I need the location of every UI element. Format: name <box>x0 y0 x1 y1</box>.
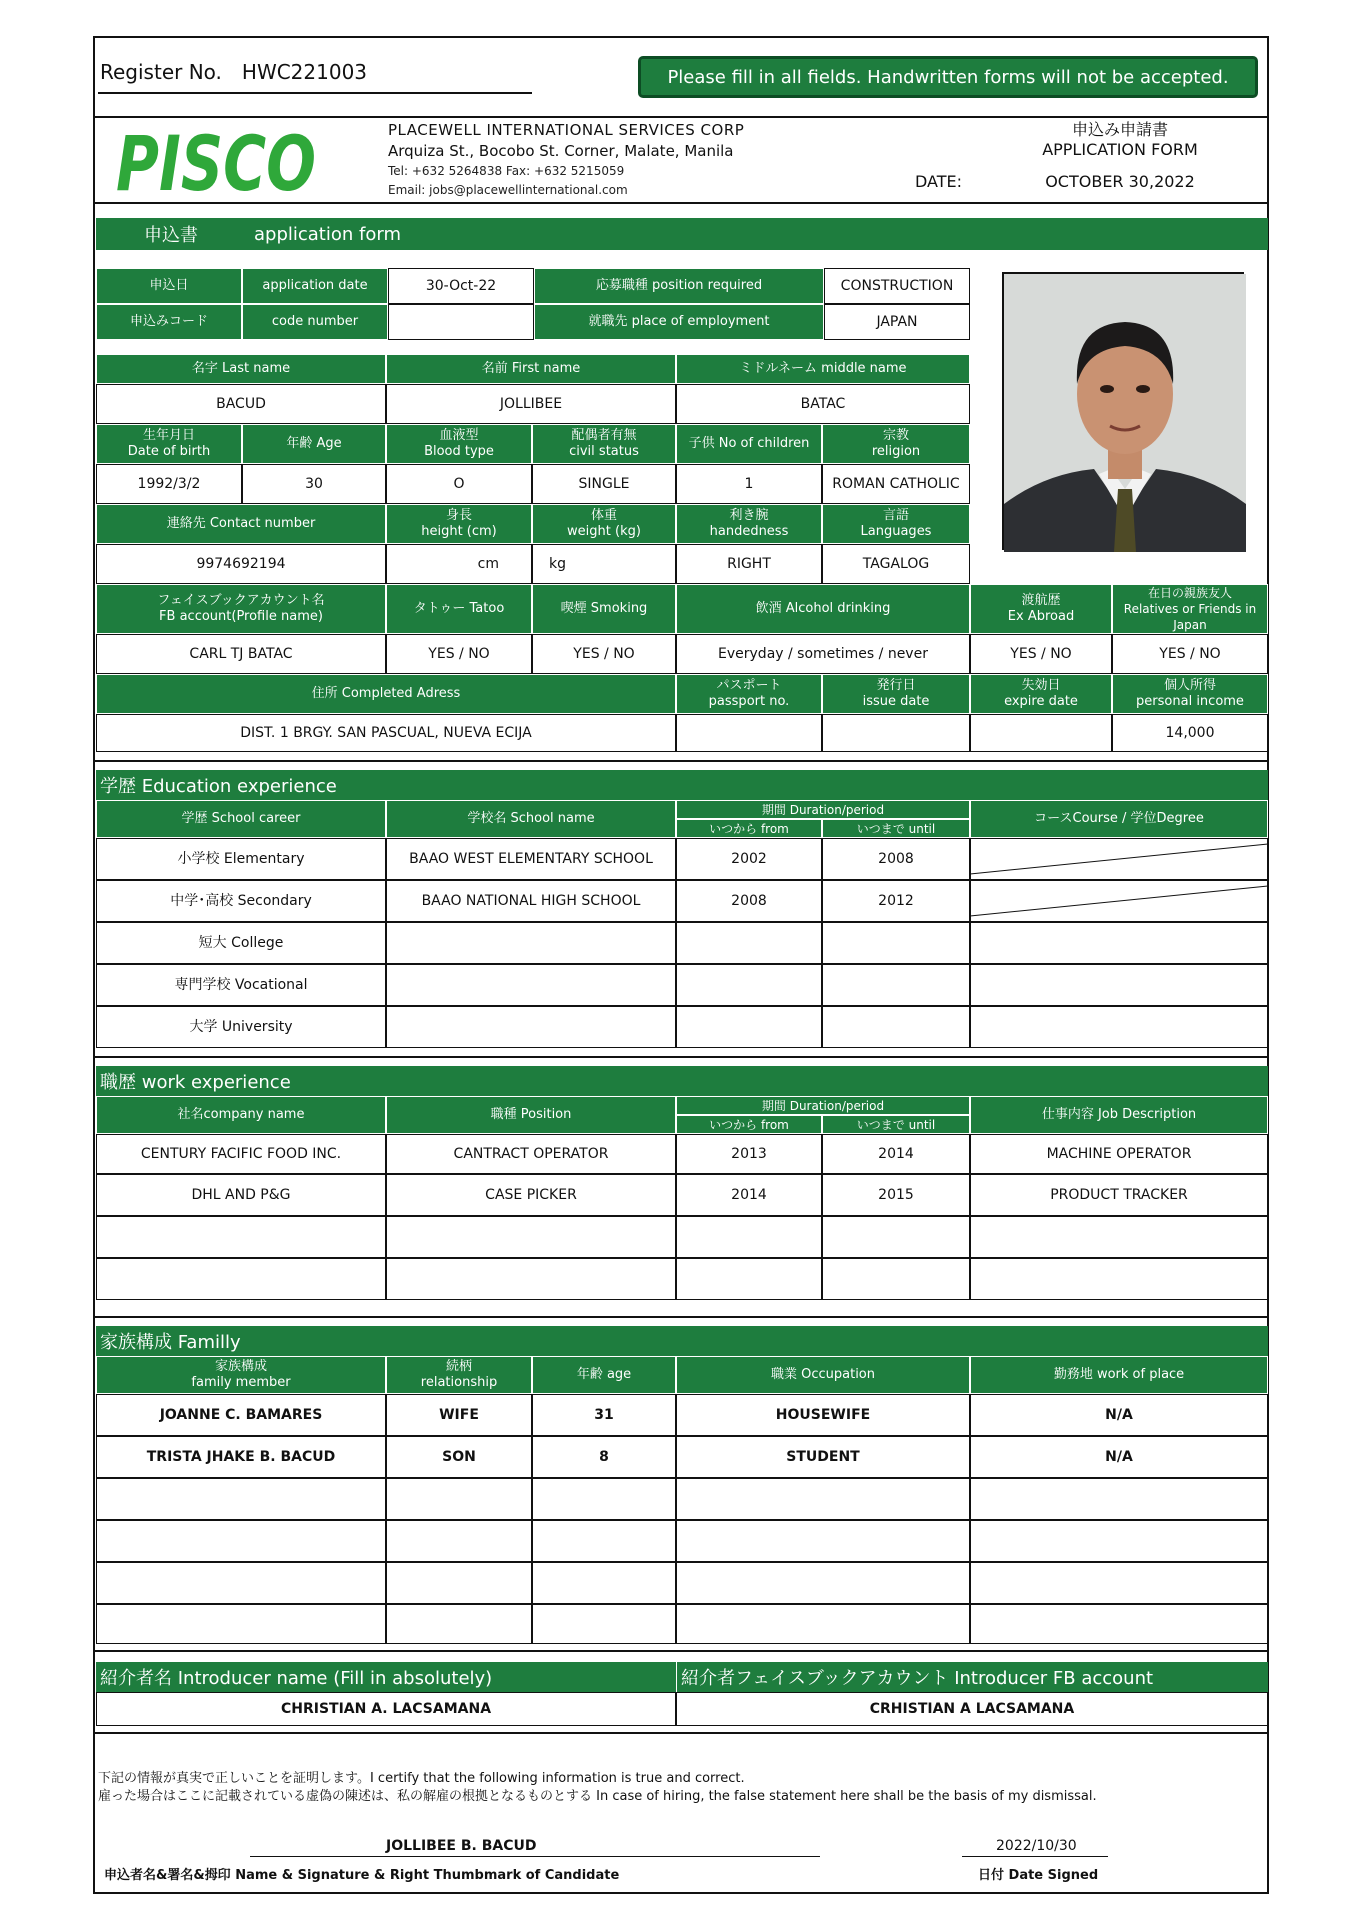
blood-value: O <box>386 464 532 504</box>
work-from-cell: 2013 <box>676 1134 822 1174</box>
family-occupation-cell <box>676 1562 970 1604</box>
relatives-value: YES / NO <box>1112 634 1268 674</box>
family-age-cell <box>532 1562 676 1604</box>
weight-value: kg <box>532 544 676 584</box>
family-member-cell: JOANNE C. BAMARES <box>96 1394 386 1436</box>
family-relationship-cell: WIFE <box>386 1394 532 1436</box>
family-relationship-cell <box>386 1520 532 1562</box>
work-company-cell <box>96 1258 386 1300</box>
issue-date-label: 発行日 issue date <box>822 674 970 714</box>
edu-until-cell: 2012 <box>822 880 970 922</box>
introducer-name-value: CHRISTIAN A. LACSAMANA <box>96 1692 676 1726</box>
height-label: 身長 height (cm) <box>386 504 532 544</box>
address-value: DIST. 1 BRGY. SAN PASCUAL, NUEVA ECIJA <box>96 714 676 752</box>
divider <box>93 1650 1269 1652</box>
edu-course-cell <box>970 964 1268 1006</box>
form-title-en: APPLICATION FORM <box>1042 140 1198 159</box>
work-job-cell <box>970 1258 1268 1300</box>
work-position-cell: CASE PICKER <box>386 1174 676 1216</box>
contact-label: 連絡先 Contact number <box>96 504 386 544</box>
work-until-cell <box>822 1258 970 1300</box>
family-relationship-cell <box>386 1562 532 1604</box>
dob-value: 1992/3/2 <box>96 464 242 504</box>
family-occupation-cell <box>676 1604 970 1644</box>
income-label: 個人所得 personal income <box>1112 674 1268 714</box>
edu-school-header: 学校名 School name <box>386 800 676 838</box>
svg-text:PISCO: PISCO <box>116 119 316 208</box>
date-signed-value: 2022/10/30 <box>996 1838 1077 1854</box>
alcohol-value: Everyday / sometimes / never <box>676 634 970 674</box>
date-label: DATE: <box>915 172 963 191</box>
certify-line-1: 下記の情報が真実で正しいことを証明します。I certify that the following information is true and correct. <box>98 1771 745 1786</box>
strike-line <box>970 880 1268 922</box>
notice-banner: Please fill in all fields. Handwritten forms will not be accepted. <box>638 56 1258 98</box>
divider <box>93 1316 1269 1318</box>
family-member-cell <box>96 1604 386 1644</box>
passport-label: パスポート passport no. <box>676 674 822 714</box>
edu-duration-header: 期間 Duration/period <box>676 800 970 819</box>
date-signed-label: 日付 Date Signed <box>978 1868 1099 1883</box>
edu-course-cell <box>970 1006 1268 1048</box>
edu-from-cell <box>676 1006 822 1048</box>
passport-value <box>676 714 822 752</box>
family-member-cell: TRISTA JHAKE B. BACUD <box>96 1436 386 1478</box>
education-header: 学歴 Education experience <box>96 770 1268 800</box>
age-value: 30 <box>242 464 386 504</box>
edu-from-cell: 2002 <box>676 838 822 880</box>
contact-value: 9974692194 <box>96 544 386 584</box>
place-label: 就職先 place of employment <box>534 304 824 340</box>
last-name-label: 名字 Last name <box>96 354 386 384</box>
age-label: 年齢 Age <box>242 424 386 464</box>
company-logo <box>114 118 320 208</box>
smoking-value: YES / NO <box>532 634 676 674</box>
weight-label: 体重 weight (kg) <box>532 504 676 544</box>
family-workplace-cell <box>970 1604 1268 1644</box>
edu-career-cell: 大学 University <box>96 1006 386 1048</box>
languages-value: TAGALOG <box>822 544 970 584</box>
edu-school-cell <box>386 922 676 964</box>
family-workplace-cell <box>970 1520 1268 1562</box>
family-member-header: 家族構成 family member <box>96 1356 386 1394</box>
company-info <box>388 120 744 200</box>
section-application-en: application form <box>254 223 401 245</box>
edu-until-cell <box>822 922 970 964</box>
work-header: 職歴 work experience <box>96 1066 1268 1096</box>
family-workplace-cell: N/A <box>970 1436 1268 1478</box>
register-underline <box>98 92 532 94</box>
code-en-label: code number <box>242 304 388 340</box>
family-member-cell <box>96 1520 386 1562</box>
signature-line <box>250 1856 820 1857</box>
section-application-jp: 申込書 <box>144 225 198 246</box>
family-age-header: 年齢 age <box>532 1356 676 1394</box>
edu-from-cell <box>676 922 822 964</box>
work-until-cell: 2014 <box>822 1134 970 1174</box>
family-occupation-cell: HOUSEWIFE <box>676 1394 970 1436</box>
last-name-value: BACUD <box>96 384 386 424</box>
edu-from-header: いつから from <box>676 819 822 838</box>
edu-school-cell <box>386 964 676 1006</box>
first-name-label: 名前 First name <box>386 354 676 384</box>
edu-from-cell: 2008 <box>676 880 822 922</box>
first-name-value: JOLLIBEE <box>386 384 676 424</box>
work-company-cell <box>96 1216 386 1258</box>
expire-date-value <box>970 714 1112 752</box>
edu-until-cell <box>822 1006 970 1048</box>
middle-name-value: BATAC <box>676 384 970 424</box>
form-title-jp: 申込み申請書 <box>1071 120 1168 139</box>
work-from-cell <box>676 1258 822 1300</box>
code-value <box>388 304 534 340</box>
edu-course-cell <box>970 838 1268 880</box>
work-job-cell: MACHINE OPERATOR <box>970 1134 1268 1174</box>
date-line <box>962 1856 1108 1857</box>
family-workplace-header: 勤務地 work of place <box>970 1356 1268 1394</box>
divider <box>93 202 1269 204</box>
family-age-cell: 31 <box>532 1394 676 1436</box>
edu-school-cell <box>386 1006 676 1048</box>
candidate-name: JOLLIBEE B. BACUD <box>386 1838 537 1854</box>
certification-text <box>98 1770 1097 1806</box>
religion-value: ROMAN CATHOLIC <box>822 464 970 504</box>
civil-label: 配偶者有無 civil status <box>532 424 676 464</box>
code-jp-label: 申込みコード <box>96 304 242 340</box>
edu-until-cell <box>822 964 970 1006</box>
family-relationship-cell: SON <box>386 1436 532 1478</box>
app-date-value: 30-Oct-22 <box>388 268 534 304</box>
company-address: Arquiza St., Bocobo St. Corner, Malate, Manila <box>388 142 734 160</box>
family-occupation-header: 職業 Occupation <box>676 1356 970 1394</box>
children-label: 子供 No of children <box>676 424 822 464</box>
edu-career-cell: 短大 College <box>96 922 386 964</box>
register-value: HWC221003 <box>241 60 368 84</box>
abroad-value: YES / NO <box>970 634 1112 674</box>
edu-career-header: 学歴 School career <box>96 800 386 838</box>
fb-account-value: CARL TJ BATAC <box>96 634 386 674</box>
applicant-photo <box>1002 272 1244 550</box>
income-value: 14,000 <box>1112 714 1268 752</box>
family-relationship-header: 続柄 relationship <box>386 1356 532 1394</box>
work-job-header: 仕事内容 Job Description <box>970 1096 1268 1134</box>
relatives-label: 在日の親族友人 Relatives or Friends in Japan <box>1112 584 1268 634</box>
family-age-cell: 8 <box>532 1436 676 1478</box>
edu-school-cell: BAAO WEST ELEMENTARY SCHOOL <box>386 838 676 880</box>
alcohol-label: 飲酒 Alcohol drinking <box>676 584 970 634</box>
edu-course-cell <box>970 922 1268 964</box>
edu-until-header: いつまで until <box>822 819 970 838</box>
family-header: 家族構成 Familly <box>96 1326 1268 1356</box>
work-until-cell <box>822 1216 970 1258</box>
expire-date-label: 失効日 expire date <box>970 674 1112 714</box>
position-value: CONSTRUCTION <box>824 268 970 304</box>
edu-from-cell <box>676 964 822 1006</box>
address-label: 住所 Completed Adress <box>96 674 676 714</box>
position-label: 応募職種 position required <box>534 268 824 304</box>
work-position-cell <box>386 1216 676 1258</box>
form-title <box>1020 120 1220 160</box>
family-relationship-cell <box>386 1478 532 1520</box>
work-duration-header: 期間 Duration/period <box>676 1096 970 1115</box>
family-age-cell <box>532 1478 676 1520</box>
blood-label: 血液型 Blood type <box>386 424 532 464</box>
divider <box>93 760 1269 762</box>
handedness-label: 利き腕 handedness <box>676 504 822 544</box>
divider <box>93 1732 1269 1734</box>
work-position-header: 職種 Position <box>386 1096 676 1134</box>
edu-course-header: コースCourse / 学位Degree <box>970 800 1268 838</box>
work-job-cell <box>970 1216 1268 1258</box>
app-date-en-label: application date <box>242 268 388 304</box>
edu-school-cell: BAAO NATIONAL HIGH SCHOOL <box>386 880 676 922</box>
edu-course-cell <box>970 880 1268 922</box>
civil-value: SINGLE <box>532 464 676 504</box>
religion-label: 宗教 religion <box>822 424 970 464</box>
work-position-cell <box>386 1258 676 1300</box>
work-position-cell: CANTRACT OPERATOR <box>386 1134 676 1174</box>
work-until-header: いつまで until <box>822 1115 970 1134</box>
introducer-fb-header: 紹介者フェイスブックアカウント Introducer FB account <box>677 1662 1268 1692</box>
register-label: Register No. <box>100 60 222 84</box>
languages-label: 言語 Languages <box>822 504 970 544</box>
abroad-label: 渡航歴 Ex Abroad <box>970 584 1112 634</box>
issue-date-value <box>822 714 970 752</box>
tatoo-label: タトゥー Tatoo <box>386 584 532 634</box>
work-company-cell: CENTURY FACIFIC FOOD INC. <box>96 1134 386 1174</box>
height-value: cm <box>386 544 532 584</box>
family-member-cell <box>96 1562 386 1604</box>
family-relationship-cell <box>386 1604 532 1644</box>
signature-label: 申込者名&署名&拇印 Name & Signature & Right Thumbmark of Candidate <box>104 1868 620 1883</box>
family-workplace-cell: N/A <box>970 1394 1268 1436</box>
family-age-cell <box>532 1520 676 1562</box>
family-workplace-cell <box>970 1562 1268 1604</box>
work-job-cell: PRODUCT TRACKER <box>970 1174 1268 1216</box>
children-value: 1 <box>676 464 822 504</box>
introducer-fb-value: CRHISTIAN A LACSAMANA <box>676 1692 1268 1726</box>
certify-line-2: 雇った場合はここに記載されている虚偽の陳述は、私の解雇の根拠となるものとする In case of hiring, the false statement here shall be the basis of my dismissal. <box>98 1789 1097 1804</box>
edu-career-cell: 中学･高校 Secondary <box>96 880 386 922</box>
edu-career-cell: 専門学校 Vocational <box>96 964 386 1006</box>
place-value: JAPAN <box>824 304 970 340</box>
edu-until-cell: 2008 <box>822 838 970 880</box>
tatoo-value: YES / NO <box>386 634 532 674</box>
company-email: Email: jobs@placewellinternational.com <box>388 183 628 197</box>
handedness-value: RIGHT <box>676 544 822 584</box>
dob-label: 生年月日 Date of birth <box>96 424 242 464</box>
fb-account-label: フェイスブックアカウント名 FB account(Profile name) <box>96 584 386 634</box>
register-number <box>100 60 367 84</box>
family-member-cell <box>96 1478 386 1520</box>
family-age-cell <box>532 1604 676 1644</box>
work-until-cell: 2015 <box>822 1174 970 1216</box>
family-occupation-cell <box>676 1478 970 1520</box>
company-tel: Tel: +632 5264838 Fax: +632 5215059 <box>388 164 625 178</box>
family-workplace-cell <box>970 1478 1268 1520</box>
middle-name-label: ミドルネーム middle name <box>676 354 970 384</box>
app-date-jp-label: 申込日 <box>96 268 242 304</box>
work-company-cell: DHL AND P&G <box>96 1174 386 1216</box>
work-from-cell: 2014 <box>676 1174 822 1216</box>
divider <box>93 1056 1269 1058</box>
family-occupation-cell: STUDENT <box>676 1436 970 1478</box>
section-application-header <box>96 218 1268 250</box>
edu-career-cell: 小学校 Elementary <box>96 838 386 880</box>
family-occupation-cell <box>676 1520 970 1562</box>
strike-line <box>970 838 1268 880</box>
introducer-name-header: 紹介者名 Introducer name (Fill in absolutely) <box>96 1662 676 1692</box>
smoking-label: 喫煙 Smoking <box>532 584 676 634</box>
company-name: PLACEWELL INTERNATIONAL SERVICES CORP <box>388 121 745 139</box>
date-value: OCTOBER 30,2022 <box>1045 172 1195 191</box>
work-company-header: 社名company name <box>96 1096 386 1134</box>
work-from-cell <box>676 1216 822 1258</box>
work-from-header: いつから from <box>676 1115 822 1134</box>
